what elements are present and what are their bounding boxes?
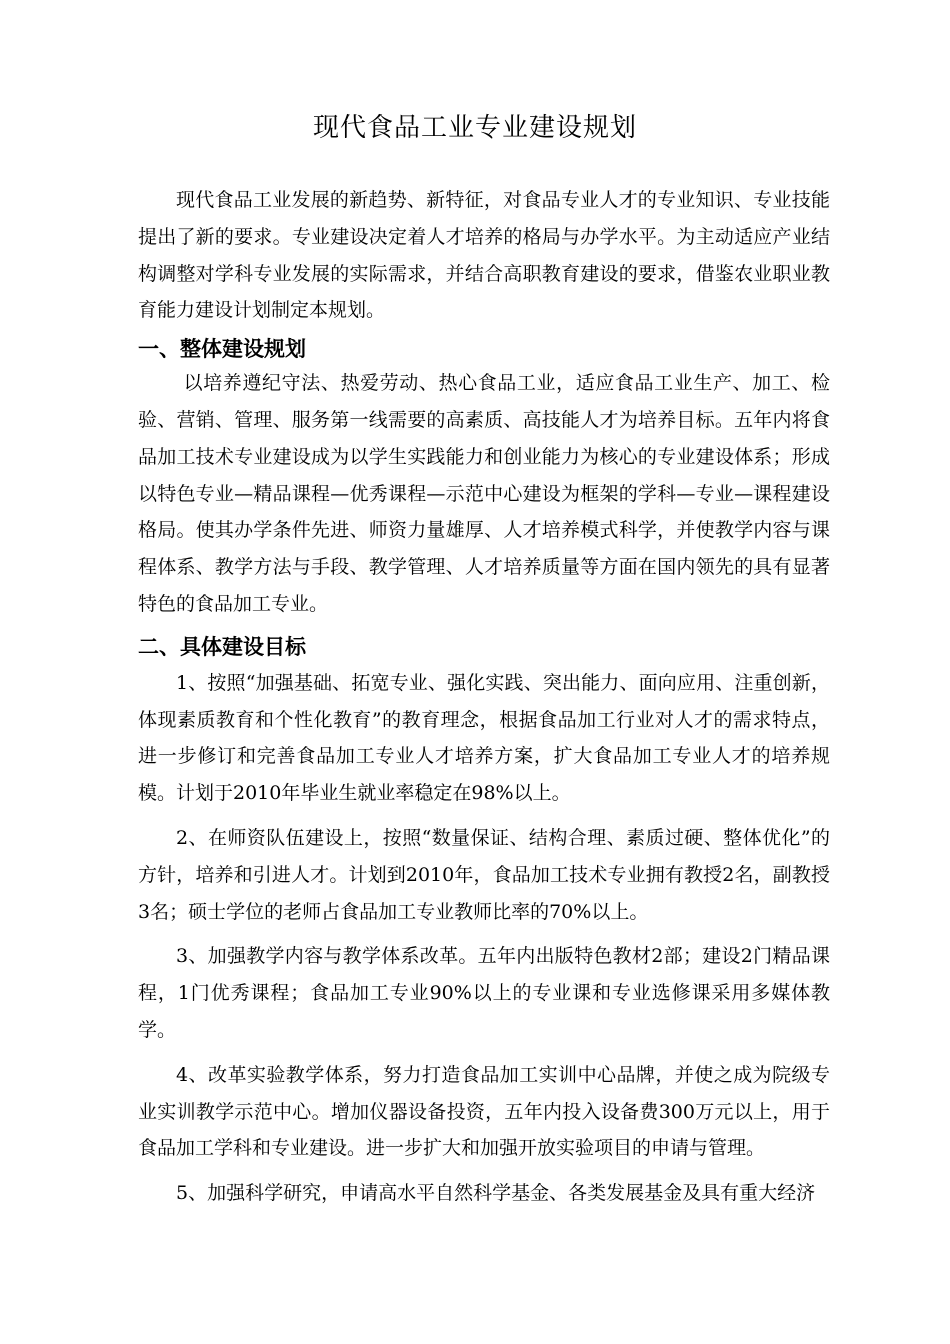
- goal-item: 5、加强科学研究，申请高水平自然科学基金、各类发展基金及具有重大经济: [176, 1182, 816, 1205]
- goal-item: 3、加强教学内容与教学体系改革。五年内出版特色教材2部；建设2门精品课程，1门优秀课程；食品加工专业90%以上的专业课和专业选修课采用多媒体教学。: [138, 945, 830, 1041]
- goal-item: 4、改革实验教学体系，努力打造食品加工实训中心品牌，并使之成为院级专业实训教学示范中心。增加仪器设备投资，五年内投入设备费300万元以上，用于食品加工学科和专业建设。进一步扩大和加强开放实验项目的申请与管理。: [138, 1063, 830, 1160]
- document-title: 现代食品工业专业建设规划: [312, 113, 637, 143]
- section-heading-overall-plan: 一、整体建设规划: [138, 337, 306, 362]
- section-heading-specific-goals: 二、具体建设目标: [138, 634, 306, 659]
- document-body: [138, 182, 830, 1212]
- goal-item: 2、在师资队伍建设上，按照“数量保证、结构合理、素质过硬、整体优化”的方针，培养和引进人才。计划到2010年，食品加工技术专业拥有教授2名，副教授3名；硕士学位的老师占食品加工专业教师比率的70%以上。: [138, 826, 830, 923]
- goal-item: 1、按照“加强基础、拓宽专业、强化实践、突出能力、面向应用、注重创新，体现素质教育和个性化教育”的教育理念，根据食品加工行业对人才的需求特点，进一步修订和完善食品加工专业人才培养方案，扩大食品加工专业人才的培养规模。计划于2010年毕业生就业率稳定在98%以上。: [138, 671, 830, 805]
- intro-paragraph: 现代食品工业发展的新趋势、新特征，对食品专业人才的专业知识、专业技能提出了新的要求。专业建设决定着人才培养的格局与办学水平。为主动适应产业结构调整对学科专业发展的实际需求，并结合高职教育建设的要求，借鉴农业职业教育能力建设计划制定本规划。: [138, 189, 830, 322]
- overall-plan-paragraph: 以培养遵纪守法、热爱劳动、热心食品工业，适应食品工业生产、加工、检验、营销、管理、服务第一线需要的高素质、高技能人才为培养目标。五年内将食品加工技术专业建设成为以学生实践能力和创业能力为核心的专业建设体系；形成以特色专业—精品课程—优秀课程—示范中心建设为框架的学科—专业—课程建设格局。使其办学条件先进、师资力量雄厚、人才培养模式科学，并使教学内容与课程体系、教学方法与手段、教学管理、人才培养质量等方面在国内领先的具有显著特色的食品加工专业。: [138, 372, 830, 615]
